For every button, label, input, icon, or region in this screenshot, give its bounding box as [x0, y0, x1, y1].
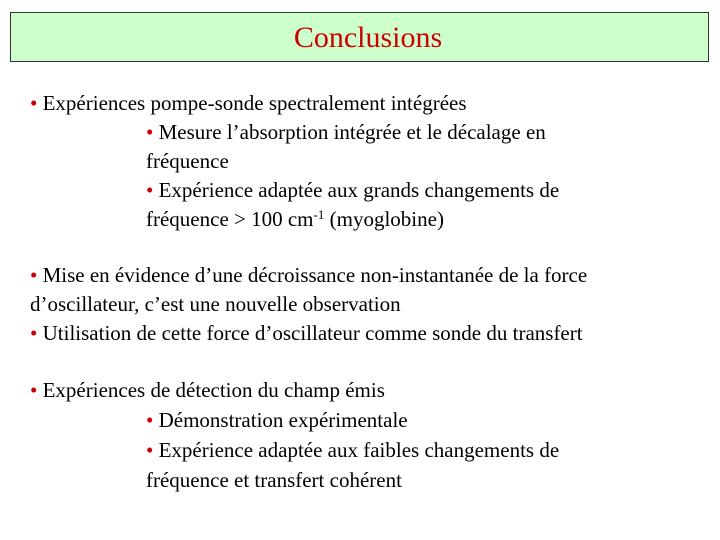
bullet-main-2: [30, 261, 587, 289]
bullet-text: Mesure l’absorption intégrée et le décalage en: [158, 120, 546, 144]
sub-bullet-4-2-cont: fréquence et transfert cohérent: [146, 468, 402, 492]
sub-bullet-1-2-cont: [146, 205, 444, 233]
superscript: -1: [313, 207, 325, 222]
sub-bullet-1-1: [146, 118, 546, 146]
bullet-icon: •: [146, 408, 154, 432]
bullet-text: Expériences pompe-sonde spectralement intégrées: [42, 91, 467, 115]
title-box: [10, 12, 709, 62]
bullet-text: Démonstration expérimentale: [158, 408, 408, 432]
bullet-main-3: [30, 319, 583, 347]
bullet-text: Expériences de détection du champ émis: [42, 378, 385, 402]
bullet-icon: •: [146, 438, 154, 462]
bullet-icon: •: [146, 120, 154, 144]
bullet-main-2-cont: d’oscillateur, c’est une nouvelle observation: [30, 292, 401, 316]
sub-bullet-1-2: [146, 176, 559, 204]
text-post: (myoglobine): [324, 207, 444, 231]
bullet-icon: •: [30, 321, 38, 345]
bullet-text: Expérience adaptée aux faibles changements de: [158, 438, 560, 462]
sub-bullet-1-1-cont: fréquence: [146, 149, 229, 173]
bullet-icon: •: [30, 263, 38, 287]
slide-title: Conclusions: [293, 21, 443, 54]
bullet-icon: •: [146, 178, 154, 202]
bullet-icon: •: [30, 91, 38, 115]
sub-bullet-4-2: [146, 436, 559, 464]
bullet-icon: •: [30, 378, 38, 402]
bullet-main-4: [30, 376, 385, 404]
bullet-text: Expérience adaptée aux grands changements de: [158, 178, 560, 202]
bullet-text: Utilisation de cette force d’oscillateur comme sonde du transfert: [42, 321, 583, 345]
sub-bullet-4-1: [146, 406, 408, 434]
bullet-main-1: [30, 89, 467, 117]
bullet-text: Mise en évidence d’une décroissance non-instantanée de la force: [42, 263, 588, 287]
text-pre: fréquence > 100 cm: [146, 207, 314, 231]
